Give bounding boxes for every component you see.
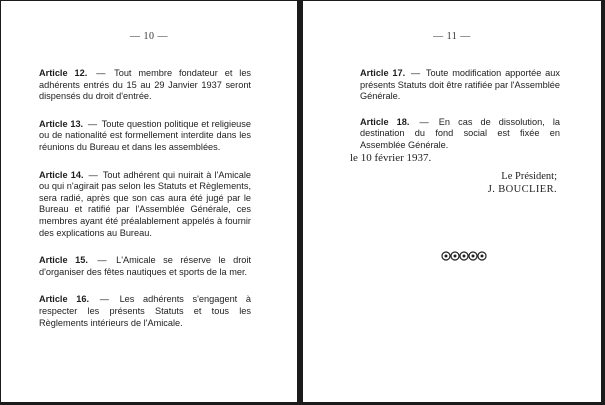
article-text: Toute modification apportée aux présents Statuts doit être ratifiée par l'Assemblée Générale.	[360, 68, 560, 102]
article-text: L'Amicale se réserve le droit d'organiser des fêtes nautiques et sports de la mer.	[39, 255, 252, 277]
left-page-text-column	[39, 68, 251, 345]
article-text: En cas de dissolution, la destination du fond social est fixée en Assemblée Générale.	[360, 116, 560, 150]
left-page	[1, 1, 297, 402]
article-title: Article 15.	[39, 255, 88, 266]
signature-name: J. BOUCLIER.	[487, 184, 557, 195]
signature-block	[488, 170, 557, 196]
right-page	[303, 1, 601, 402]
article-text: Les adhérents s'engagent à respecter les présents Statuts et tous les Règlements intérieurs de l'Amicale.	[39, 294, 251, 328]
article-title: Article 12.	[39, 68, 88, 78]
article-title: Article 16.	[39, 294, 90, 305]
article-text: Toute question politique et religieuse ou de nationalité est formellement interdite dans les réunions du Bureau et dans les assemblées.	[39, 118, 251, 152]
decorative-ornament-icon	[440, 250, 490, 262]
article-title: Article 13.	[39, 118, 84, 129]
article-separator: —	[87, 118, 98, 129]
article-title: Article 18.	[360, 116, 410, 127]
article-title: Article 17.	[360, 68, 406, 78]
article-text: Tout adhérent qui nuirait à l'Amicale ou qui n'agirait pas selon les Statuts et Règlements, sera radié, après que son cas aura été jugé par le Bureau et ratifié par l'Assemblée Générale, ces membres ayant été préalablement appelés à fournir des explications au Bureau.	[39, 169, 252, 238]
article-13	[39, 119, 251, 154]
article-18	[360, 117, 560, 152]
article-text: Tout membre fondateur et les adhérents entrés du 15 au 29 Janvier 1937 seront dispensés du droit d'entrée.	[39, 68, 252, 102]
article-17	[360, 68, 560, 103]
article-16	[39, 294, 251, 329]
page-number: — 10 —	[130, 31, 168, 42]
article-separator: —	[96, 68, 106, 78]
article-14	[39, 170, 251, 240]
article-12	[39, 68, 251, 103]
article-separator: —	[411, 68, 421, 78]
page-number: — 11 —	[433, 31, 471, 42]
article-separator: —	[419, 116, 429, 127]
document-date: le 10 février 1937.	[350, 152, 432, 164]
right-page-text-column	[360, 68, 560, 166]
article-15	[39, 255, 251, 278]
signature-role: Le Président;	[501, 171, 557, 182]
article-separator: —	[97, 255, 107, 266]
article-title: Article 14.	[39, 169, 84, 180]
article-separator: —	[99, 294, 109, 305]
article-separator: —	[88, 169, 98, 180]
